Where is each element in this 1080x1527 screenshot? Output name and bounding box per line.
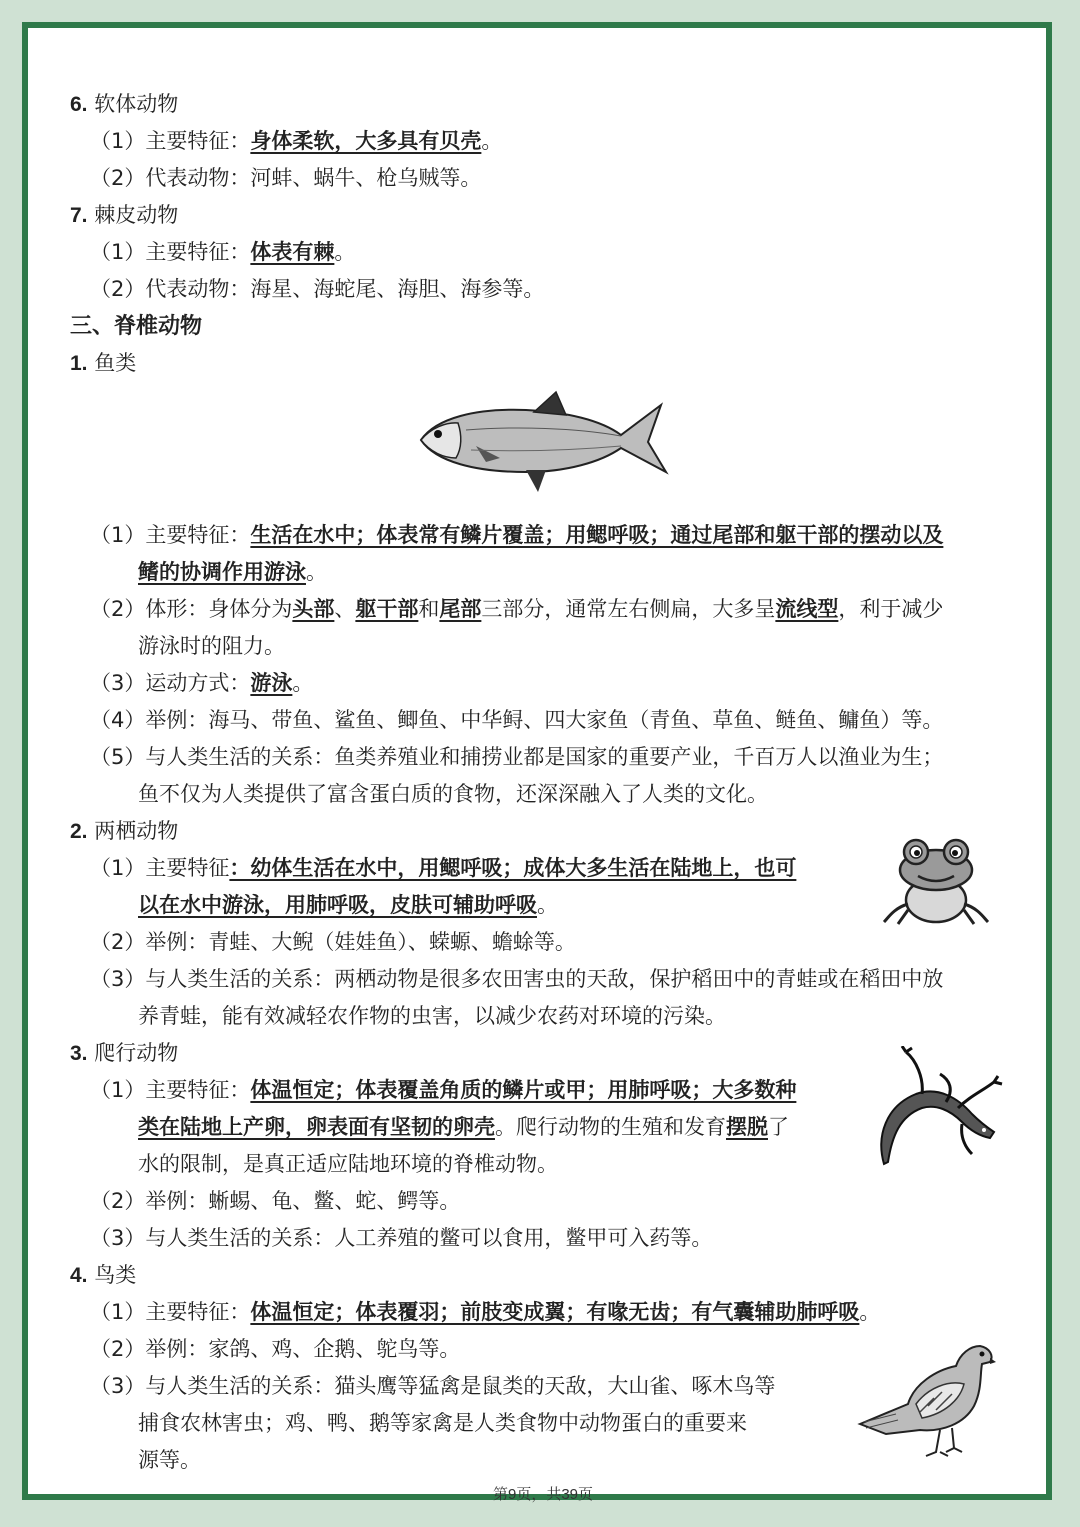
list-item [70,517,1010,554]
heading-echinoderms [70,197,1010,234]
key-point: 体表有棘 [250,240,335,264]
heading-number: 3. [70,1042,88,1065]
list-item-continuation: 水的限制，是真正适应陆地环境的脊椎动物。 [138,1152,558,1176]
key-point: 尾部 [439,597,482,621]
heading-birds [70,1257,1010,1294]
item-text: 海星、海蛇尾、海胆、海参等。 [250,277,545,301]
key-point: ：幼体生活在水中，用鳃呼吸；成体大多生活在陆地上，也可 [229,856,797,880]
lizard-illustration [876,1046,1004,1166]
list-item: （4）举例：海马、带鱼、鲨鱼、鲫鱼、中华鲟、四大家鱼（青鱼、草鱼、鲢鱼、鳙鱼）等。 [90,708,944,732]
heading-number: 7. [70,204,88,227]
list-item [70,1072,1010,1109]
key-point: 流线型 [775,597,839,621]
item-text: 河蚌、蜗牛、枪乌贼等。 [250,166,482,190]
heading-mollusks [70,86,1010,123]
key-point: 类在陆地上产卵，卵表面有坚韧的卵壳 [138,1115,495,1139]
list-item-continuation [70,1109,1010,1146]
key-point: 体温恒定；体表覆盖角质的鳞片或甲；用肺呼吸；大多数种 [250,1078,797,1102]
list-item [70,1294,1010,1331]
heading-number: 4. [70,1264,88,1287]
list-item: （3）与人类生活的关系：人工养殖的鳖可以食用，鳖甲可入药等。 [90,1226,713,1250]
key-point: 躯干部 [355,597,419,621]
section-title-vertebrates: 三、脊椎动物 [70,314,203,339]
heading-reptiles [70,1035,1010,1072]
heading-title: 两栖动物 [94,819,179,843]
heading-title: 软体动物 [94,92,179,116]
page-content [70,86,1010,1479]
list-item [70,234,1010,271]
list-item-continuation: 源等。 [138,1448,201,1472]
list-item [70,665,1010,702]
item-text: 。爬行动物的生殖和发育 [495,1115,726,1139]
list-item [70,591,1010,628]
heading-number: 2. [70,820,88,843]
punctuation: 。 [859,1300,881,1324]
frog-illustration [880,838,992,928]
pigeon-illustration [856,1340,996,1460]
heading-title: 棘皮动物 [94,203,179,227]
item-label: （2）代表动物： [90,277,251,301]
punctuation: 。 [292,671,314,695]
item-text: 了 [768,1115,789,1139]
heading-number: 1. [70,352,88,375]
list-item: （3）与人类生活的关系：两栖动物是很多农田害虫的天敌，保护稻田中的青蛙或在稻田中放 [90,967,944,991]
list-item-continuation: 游泳时的阻力。 [138,634,285,658]
list-item [70,123,1010,160]
heading-number: 6. [70,93,88,116]
list-item-continuation: 鱼不仅为人类提供了富含蛋白质的食物，还深深融入了人类的文化。 [138,782,768,806]
item-label: （3）运动方式： [90,671,251,695]
item-label: （1）主要特征： [90,129,251,153]
item-label: （1）主要特征： [90,240,251,264]
key-point: 以在水中游泳，用肺呼吸，皮肤可辅助呼吸 [138,893,537,917]
key-point: 生活在水中；体表常有鳞片覆盖；用鳃呼吸；通过尾部和躯干部的摆动以及 [250,523,944,547]
item-label: （1）主要特征： [90,523,251,547]
heading-title: 鸟类 [94,1263,137,1287]
item-label: （2）代表动物： [90,166,251,190]
list-item [70,271,1010,308]
item-label: （2）体形：身体分为 [90,597,293,621]
heading-fish [70,345,1010,382]
heading-title: 爬行动物 [94,1041,179,1065]
list-item [70,160,1010,197]
key-point: 头部 [292,597,335,621]
list-item: （3）与人类生活的关系：猫头鹰等猛禽是鼠类的天敌，大山雀、啄木鸟等 [90,1374,776,1398]
item-label: （1）主要特征： [90,1078,251,1102]
key-point: 鳍的协调作用游泳 [138,560,306,584]
key-point: 身体柔软，大多具有贝壳 [250,129,482,153]
item-text: 三部分，通常左右侧扁，大多呈 [481,597,776,621]
item-text: ，利于减少 [838,597,944,621]
list-item-continuation [70,554,1010,591]
item-text: 和 [418,597,440,621]
punctuation: 。 [537,893,558,917]
page-number: 第9页，共39页 [492,1486,594,1503]
heading-title: 鱼类 [94,351,137,375]
key-point: 摆脱 [726,1115,768,1139]
list-item-continuation [70,887,1010,924]
punctuation: 。 [481,129,503,153]
key-point: 游泳 [250,671,293,695]
list-item-continuation: 养青蛙，能有效减轻农作物的虫害，以减少农药对环境的污染。 [138,1004,726,1028]
list-item: （2）举例：家鸽、鸡、企鹅、鸵鸟等。 [90,1337,461,1361]
list-item: （2）举例：蜥蜴、龟、鳖、蛇、鳄等。 [90,1189,461,1213]
item-label: （1）主要特征 [90,856,230,880]
punctuation: 、 [334,597,356,621]
item-label: （1）主要特征： [90,1300,251,1324]
list-item: （5）与人类生活的关系：鱼类养殖业和捕捞业都是国家的重要产业，千百万人以渔业为生； [90,745,944,769]
list-item [70,850,1010,887]
list-item-continuation: 捕食农林害虫；鸡、鸭、鹅等家禽是人类食物中动物蛋白的重要来 [138,1411,747,1435]
punctuation: 。 [334,240,356,264]
key-point: 体温恒定；体表覆羽；前肢变成翼；有喙无齿；有气囊辅助肺呼吸 [250,1300,860,1324]
heading-amphibians [70,813,1010,850]
punctuation: 。 [306,560,327,584]
list-item: （2）举例：青蛙、大鲵（娃娃鱼）、蝾螈、蟾蜍等。 [90,930,576,954]
fish-illustration [416,390,671,495]
document-page [22,22,1052,1503]
